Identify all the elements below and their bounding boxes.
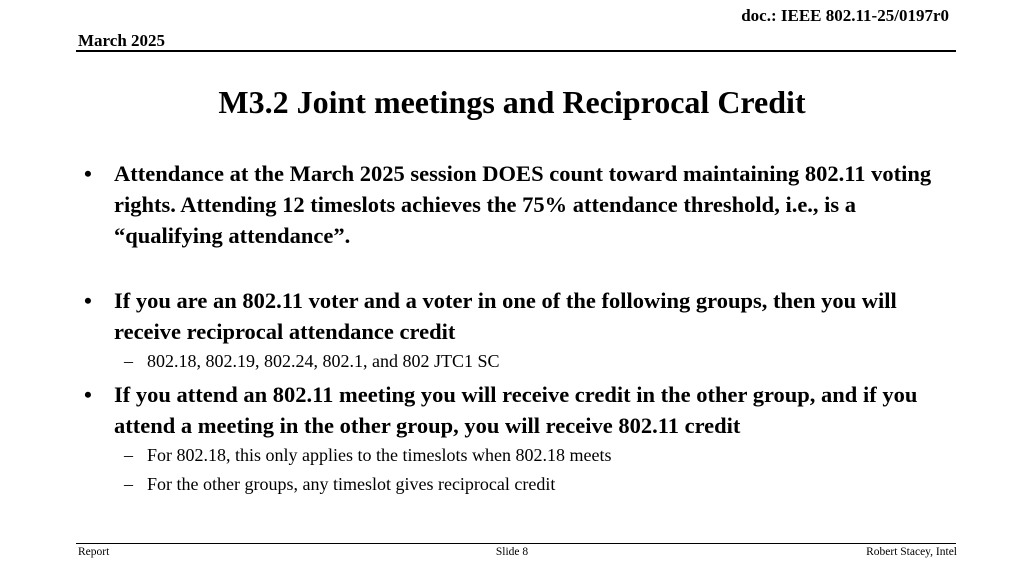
footer-author: Robert Stacey, Intel xyxy=(866,546,957,558)
sub-bullet-text: 802.18, 802.19, 802.24, 802.1, and 802 JTC1 SC xyxy=(147,351,500,371)
bullet-text: If you attend an 802.11 meeting you will receive credit in the other group, and if you attend a meeting in the other group, you will receive 802.11 credit xyxy=(114,382,918,438)
footer-rule xyxy=(76,543,956,544)
slide-number: Slide 8 xyxy=(495,546,529,558)
sub-bullet-item xyxy=(78,347,938,376)
sub-bullet-item xyxy=(78,470,938,499)
slide-content xyxy=(78,158,938,499)
bullet-text: If you are an 802.11 voter and a voter in one of the following groups, then you will receive reciprocal attendance credit xyxy=(114,288,897,344)
dash-marker: – xyxy=(124,351,133,371)
slide-title: M3.2 Joint meetings and Reciprocal Credit xyxy=(218,84,806,120)
bullet-marker: • xyxy=(84,161,92,186)
sub-bullet-text: For the other groups, any timeslot gives reciprocal credit xyxy=(147,474,556,494)
bullet-item xyxy=(78,285,938,347)
bullet-marker: • xyxy=(84,288,92,313)
slide-date: March 2025 xyxy=(78,31,166,50)
header-rule xyxy=(76,50,956,52)
bullet-marker: • xyxy=(84,382,92,407)
bullet-text: Attendance at the March 2025 session DOES count toward maintaining 802.11 voting rights. Attending 12 timeslots achieves the 75% attendance threshold, i.e., is a “qualifying attendance”. xyxy=(114,161,932,248)
sub-bullet-text: For 802.18, this only applies to the timeslots when 802.18 meets xyxy=(147,445,612,465)
doc-id: doc.: IEEE 802.11-25/0197r0 xyxy=(741,6,949,25)
sub-bullet-item xyxy=(78,441,938,470)
dash-marker: – xyxy=(124,474,133,494)
dash-marker: – xyxy=(124,445,133,465)
bullet-item xyxy=(78,158,938,251)
footer-left-label: Report xyxy=(78,546,110,558)
bullet-item xyxy=(78,379,938,441)
